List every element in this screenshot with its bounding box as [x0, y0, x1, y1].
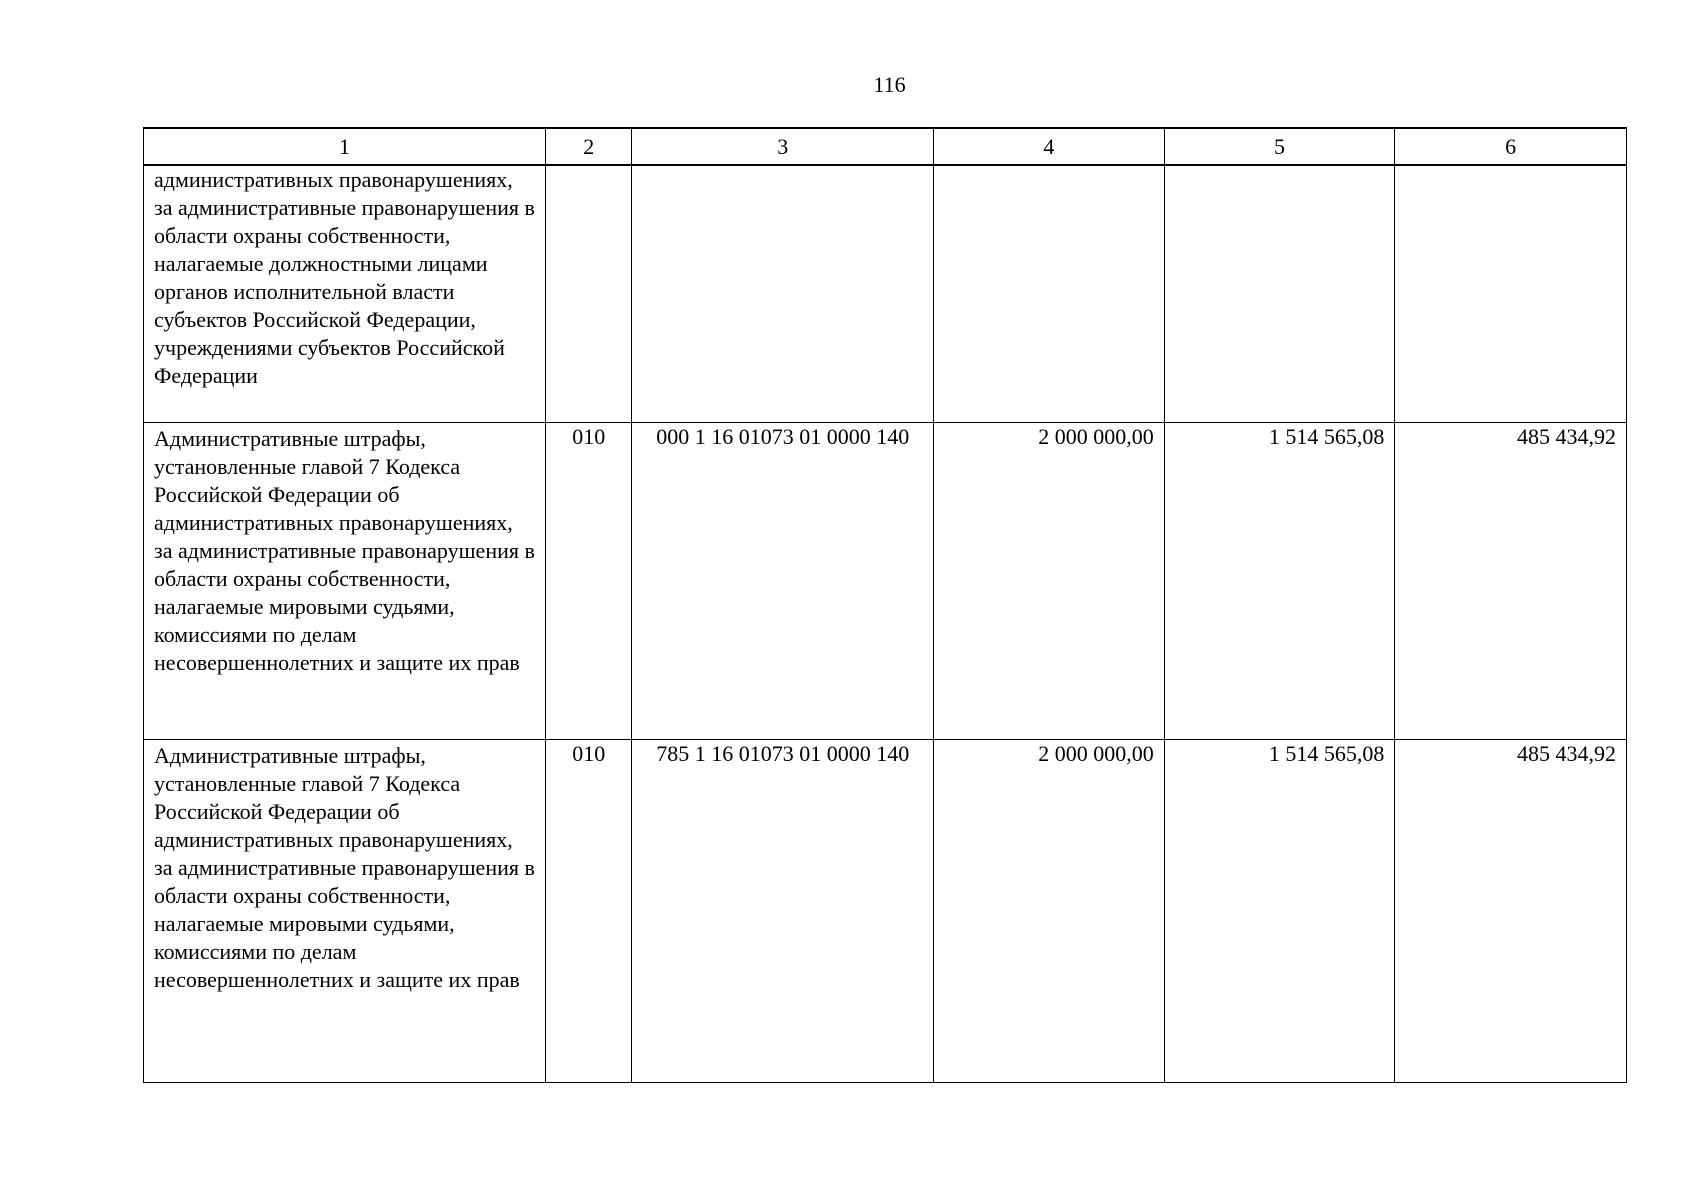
table-row: [144, 165, 1627, 423]
line-code-cell: 010: [546, 423, 632, 740]
column-header-5: 5: [1164, 128, 1395, 165]
column-header-1: 1: [144, 128, 546, 165]
column-header-2: 2: [546, 128, 632, 165]
row-name-cell: административных правонарушениях, за административные правонарушения в области охраны собственности, налагаемые должностными лицами органов исполнительной власти субъектов Российской Федерации, учреждениями субъектов Российской Федерации: [144, 165, 546, 423]
column-header-6: 6: [1395, 128, 1627, 165]
line-code-cell: 010: [546, 740, 632, 1083]
executed-amount-cell: 1 514 565,08: [1164, 740, 1395, 1083]
income-code-cell: 785 1 16 01073 01 0000 140: [632, 740, 934, 1083]
row-name-cell: Административные штрафы, установленные главой 7 Кодекса Российской Федерации об административных правонарушениях, за административные правонарушения в области охраны собственности, налагаемые мировыми судьями, комиссиями по делам несовершеннолетних и защите их прав: [144, 423, 546, 740]
approved-amount-cell: [934, 165, 1165, 423]
approved-amount-cell: 2 000 000,00: [934, 740, 1165, 1083]
income-code-cell: 000 1 16 01073 01 0000 140: [632, 423, 934, 740]
row-name-cell: Административные штрафы, установленные главой 7 Кодекса Российской Федерации об административных правонарушениях, за административные правонарушения в области охраны собственности, налагаемые мировыми судьями, комиссиями по делам несовершеннолетних и защите их прав: [144, 740, 546, 1083]
column-header-3: 3: [632, 128, 934, 165]
line-code-cell: [546, 165, 632, 423]
unexecuted-amount-cell: 485 434,92: [1395, 423, 1627, 740]
table-row: [144, 423, 1627, 740]
column-header-4: 4: [934, 128, 1165, 165]
income-code-cell: [632, 165, 934, 423]
page-number: 116: [873, 72, 906, 97]
executed-amount-cell: 1 514 565,08: [1164, 423, 1395, 740]
unexecuted-amount-cell: [1395, 165, 1627, 423]
table-header-row: [144, 128, 1627, 165]
approved-amount-cell: 2 000 000,00: [934, 423, 1165, 740]
executed-amount-cell: [1164, 165, 1395, 423]
unexecuted-amount-cell: 485 434,92: [1395, 740, 1627, 1083]
table-row: [144, 740, 1627, 1083]
budget-execution-table: [143, 127, 1627, 1083]
